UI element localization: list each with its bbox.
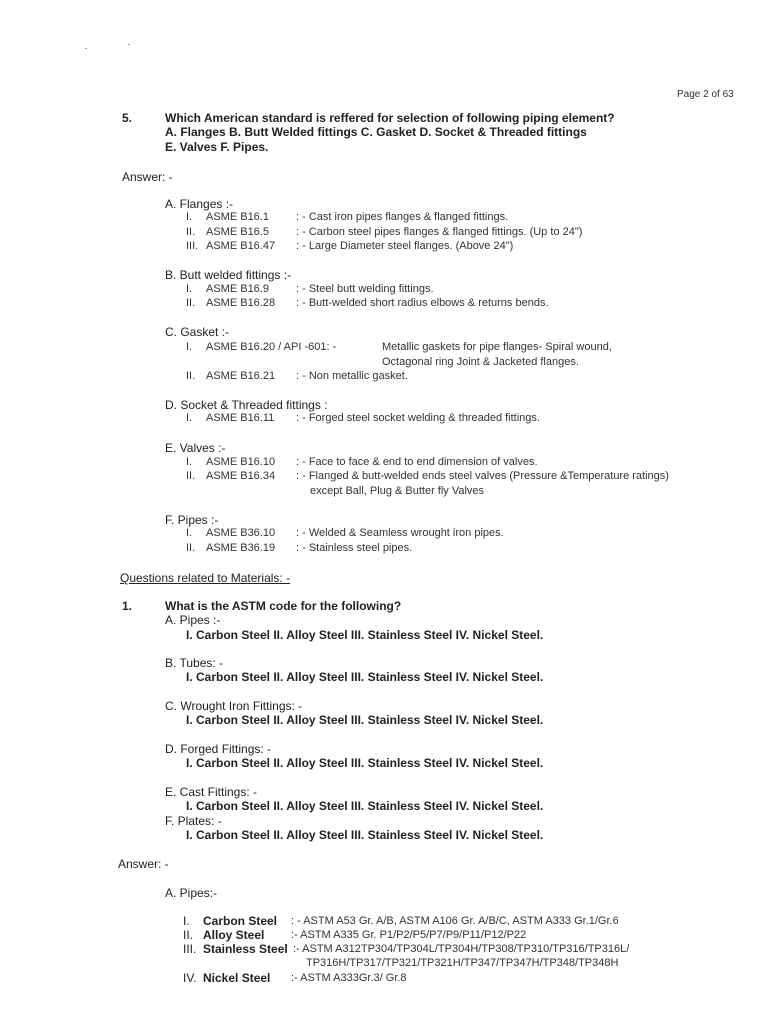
category-heading: D. Forged Fittings: - bbox=[165, 742, 272, 756]
standard-description: : - Cast iron pipes flanges & flanged fittings. bbox=[296, 211, 509, 223]
astm-codes: :- ASTM A333Gr.3/ Gr.8 bbox=[291, 972, 407, 984]
section-heading: B. Butt welded fittings :- bbox=[165, 268, 292, 282]
standard-description: : - Face to face & end to end dimension of valves. bbox=[296, 456, 538, 468]
section-heading: E. Valves :- bbox=[165, 441, 226, 455]
list-item-roman: I. bbox=[186, 412, 193, 424]
category-heading: B. Tubes: - bbox=[165, 656, 224, 670]
standard-description: : - Welded & Seamless wrought iron pipes. bbox=[296, 527, 504, 539]
steel-options: I. Carbon Steel II. Alloy Steel III. Stainless Steel IV. Nickel Steel. bbox=[186, 670, 544, 684]
list-item-roman: I. bbox=[186, 341, 193, 353]
list-item-roman: II. bbox=[186, 226, 196, 238]
astm-codes: TP316H/TP317/TP321/TP321H/TP347/TP347H/TP348/TP348H bbox=[306, 957, 619, 969]
standard-code: ASME B16.21 bbox=[206, 370, 276, 382]
standard-description: : - Non metallic gasket. bbox=[296, 370, 408, 382]
list-item-roman: I. bbox=[186, 283, 193, 295]
list-item-roman: II. bbox=[186, 370, 196, 382]
standard-description: : - Flanged & butt-welded ends steel valves (Pressure &Temperature ratings) bbox=[296, 470, 669, 482]
standard-description: : - Carbon steel pipes flanges & flanged fittings. (Up to 24") bbox=[296, 226, 583, 238]
material-name: Alloy Steel bbox=[203, 928, 265, 942]
question-options: A. Flanges B. Butt Welded fittings C. Gasket D. Socket & Threaded fittings bbox=[165, 125, 587, 139]
question-text: What is the ASTM code for the following? bbox=[165, 599, 402, 613]
astm-codes: :- ASTM A312TP304/TP304L/TP304H/TP308/TP310/TP316/TP316L/ bbox=[293, 943, 630, 955]
list-item-roman: I. bbox=[186, 211, 193, 223]
category-heading: F. Plates: - bbox=[165, 814, 222, 828]
standard-code: ASME B36.19 bbox=[206, 542, 276, 554]
standard-code: ASME B16.28 bbox=[206, 297, 276, 309]
steel-options: I. Carbon Steel II. Alloy Steel III. Stainless Steel IV. Nickel Steel. bbox=[186, 713, 544, 727]
standard-description: : - Stainless steel pipes. bbox=[296, 542, 413, 554]
scan-dot bbox=[128, 44, 130, 45]
standard-description: : - Steel butt welding fittings. bbox=[296, 283, 434, 295]
category-heading: A. Pipes :- bbox=[165, 613, 221, 627]
standard-description: : - Forged steel socket welding & threaded fittings. bbox=[296, 412, 540, 424]
section-heading: C. Gasket :- bbox=[165, 325, 230, 339]
material-name: Carbon Steel bbox=[203, 914, 278, 928]
list-item-roman: I. bbox=[183, 914, 190, 928]
category-heading: E. Cast Fittings: - bbox=[165, 785, 258, 799]
standard-description: : - Butt-welded short radius elbows & returns bends. bbox=[296, 297, 549, 309]
steel-options: I. Carbon Steel II. Alloy Steel III. Stainless Steel IV. Nickel Steel. bbox=[186, 756, 544, 770]
standard-code: ASME B16.11 bbox=[206, 412, 275, 424]
standard-code: ASME B16.10 bbox=[206, 456, 276, 468]
question-options: E. Valves F. Pipes. bbox=[165, 140, 269, 154]
standard-description: Octagonal ring Joint & Jacketed flanges. bbox=[382, 356, 579, 368]
material-name: Stainless Steel bbox=[203, 942, 288, 956]
list-item-roman: II. bbox=[186, 542, 196, 554]
list-item-roman: I. bbox=[186, 527, 193, 539]
material-name: Nickel Steel bbox=[203, 971, 271, 985]
standard-description: : - Large Diameter steel flanges. (Above 24") bbox=[296, 240, 514, 252]
steel-options: I. Carbon Steel II. Alloy Steel III. Stainless Steel IV. Nickel Steel. bbox=[186, 828, 544, 842]
section-heading: A. Flanges :- bbox=[165, 197, 234, 211]
category-heading: C. Wrought Iron Fittings: - bbox=[165, 699, 303, 713]
steel-options: I. Carbon Steel II. Alloy Steel III. Stainless Steel IV. Nickel Steel. bbox=[186, 799, 544, 813]
section-heading: F. Pipes :- bbox=[165, 513, 219, 527]
standard-description: except Ball, Plug & Butter fly Valves bbox=[310, 485, 485, 497]
section-heading: D. Socket & Threaded fittings : bbox=[165, 398, 328, 412]
question-text: Which American standard is reffered for selection of following piping element? bbox=[165, 111, 615, 125]
steel-options: I. Carbon Steel II. Alloy Steel III. Stainless Steel IV. Nickel Steel. bbox=[186, 628, 544, 642]
standard-code: ASME B16.20 / API -601: - bbox=[206, 341, 337, 353]
list-item-roman: IV. bbox=[183, 971, 197, 985]
standard-code: ASME B16.1 bbox=[206, 211, 269, 223]
list-item-roman: I. bbox=[186, 456, 193, 468]
list-item-roman: III. bbox=[186, 240, 199, 252]
page-number: Page 2 of 63 bbox=[677, 89, 734, 100]
section-heading: A. Pipes:- bbox=[165, 886, 218, 900]
standard-code: ASME B36.10 bbox=[206, 527, 276, 539]
scan-dot bbox=[85, 48, 87, 49]
list-item-roman: II. bbox=[183, 928, 194, 942]
list-item-roman: II. bbox=[186, 297, 196, 309]
list-item-roman: II. bbox=[186, 470, 196, 482]
answer-label: Answer: - bbox=[122, 170, 173, 184]
question-number: 5. bbox=[122, 111, 133, 125]
standard-description: Metallic gaskets for pipe flanges- Spiral wound, bbox=[382, 341, 612, 353]
standard-code: ASME B16.34 bbox=[206, 470, 276, 482]
materials-heading: Questions related to Materials: - bbox=[120, 571, 291, 585]
question-number: 1. bbox=[122, 599, 133, 613]
standard-code: ASME B16.5 bbox=[206, 226, 269, 238]
answer-label: Answer: - bbox=[118, 857, 169, 871]
standard-code: ASME B16.47 bbox=[206, 240, 276, 252]
astm-codes: : - ASTM A53 Gr. A/B, ASTM A106 Gr. A/B/C, ASTM A333 Gr.1/Gr.6 bbox=[291, 915, 619, 927]
list-item-roman: III. bbox=[183, 942, 197, 956]
standard-code: ASME B16.9 bbox=[206, 283, 269, 295]
astm-codes: :- ASTM A335 Gr. P1/P2/P5/P7/P9/P11/P12/P22 bbox=[291, 929, 527, 941]
